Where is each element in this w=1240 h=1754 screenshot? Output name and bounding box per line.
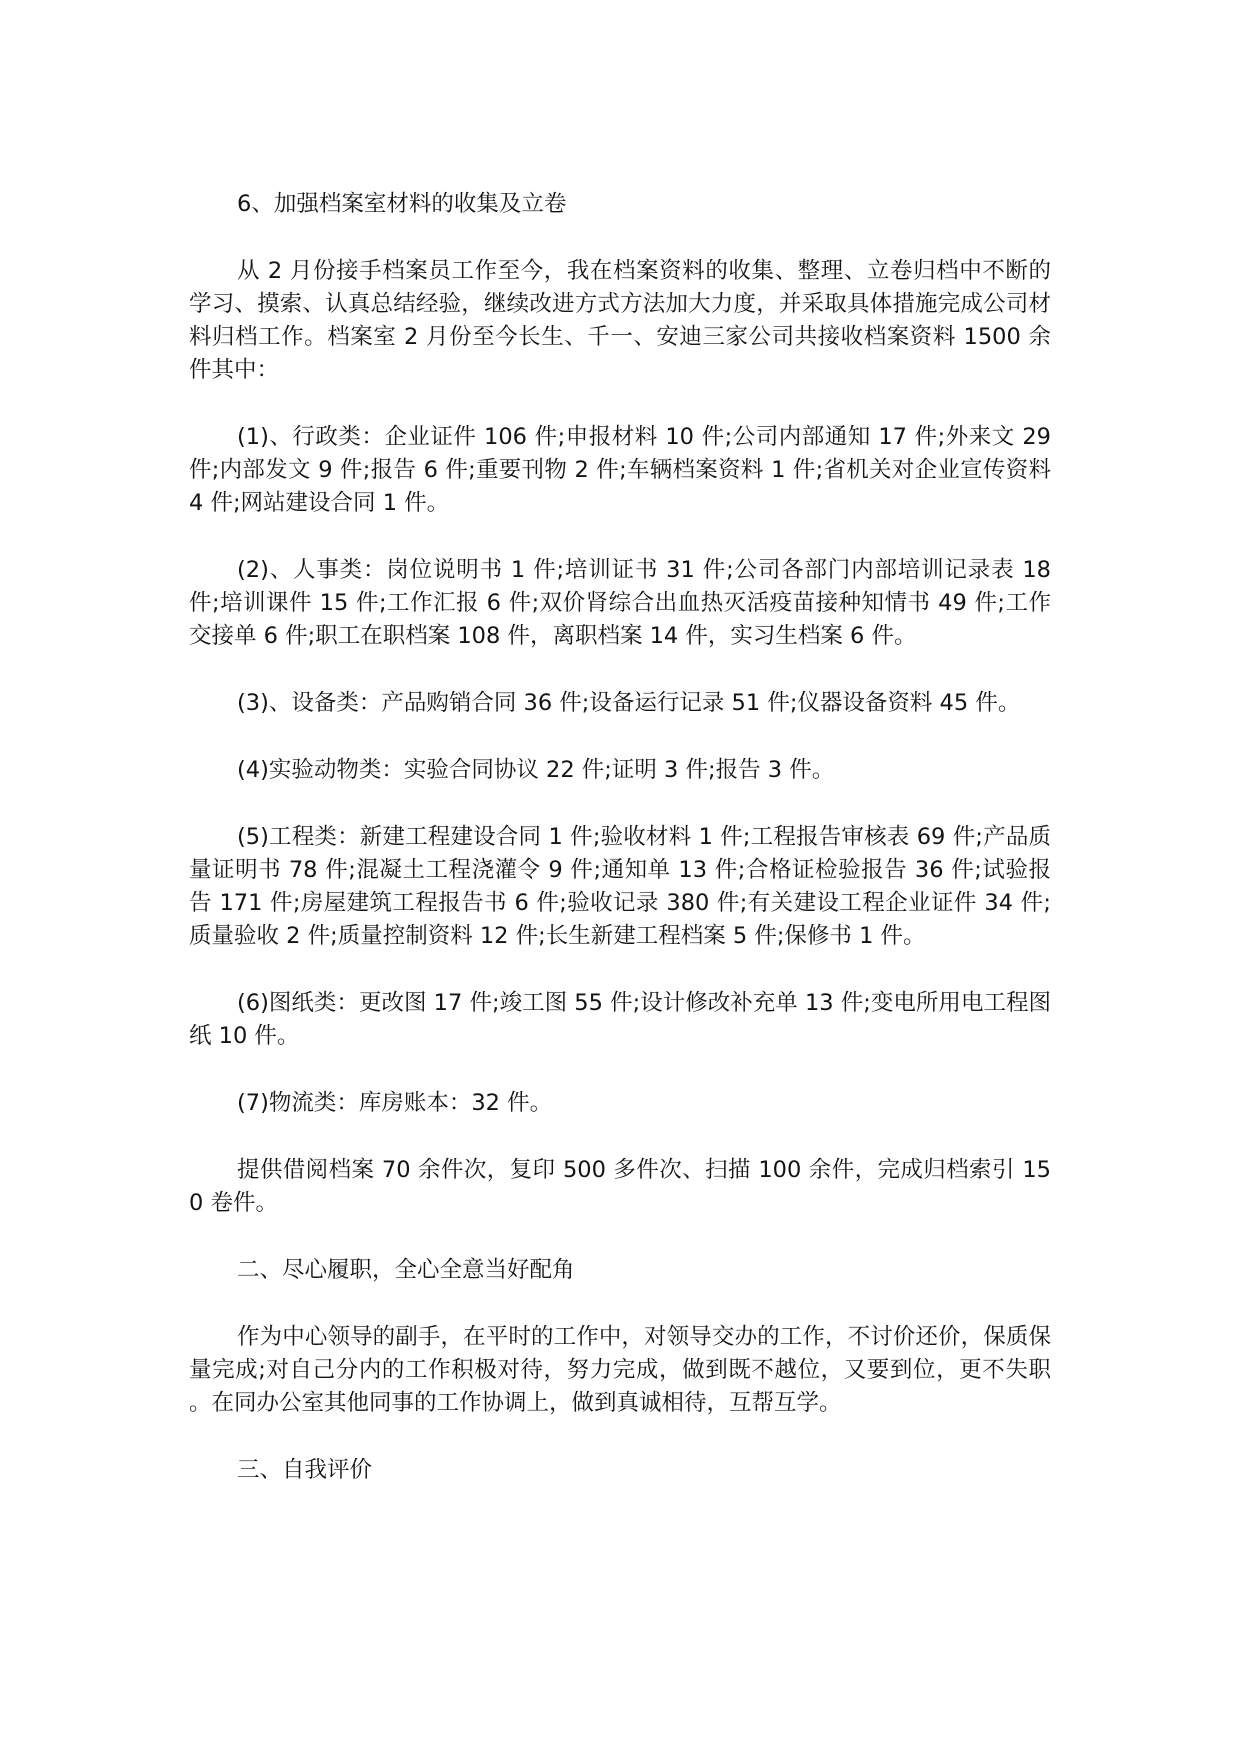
paragraph-personnel: (2)、人事类：岗位说明书 1 件;培训证书 31 件;公司各部门内部培训记录表 18 件;培训课件 15 件;工作汇报 6 件;双价肾综合出血热灭活疫苗接种知情书 49 件;工作交接单 6 件;职工在职档案 108 件，离职档案 14 件，实习生档案 6 件。 xyxy=(189,557,1051,649)
document-body xyxy=(189,188,1051,1521)
paragraph-borrowing: 提供借阅档案 70 余件次，复印 500 多件次、扫描 100 余件，完成归档索引 150 卷件。 xyxy=(189,1157,1051,1216)
paragraph-equipment: (3)、设备类：产品购销合同 36 件;设备运行记录 51 件;仪器设备资料 45 件。 xyxy=(237,690,1021,716)
paragraph-duties: 作为中心领导的副手，在平时的工作中，对领导交办的工作，不讨价还价，保质保量完成;对自己分内的工作积极对待，努力完成，做到既不越位，又要到位，更不失职。在同办公室其他同事的工作协调上，做到真诚相待，互帮互学。 xyxy=(189,1324,1051,1416)
paragraph-logistics: (7)物流类：库房账本：32 件。 xyxy=(237,1090,553,1116)
paragraph-administrative: (1)、行政类：企业证件 106 件;申报材料 10 件;公司内部通知 17 件;外来文 29 件;内部发文 9 件;报告 6 件;重要刊物 2 件;车辆档案资料 1 件;省机关对企业宣传资料 4 件;网站建设合同 1 件。 xyxy=(189,424,1051,516)
section-heading-duties: 二、尽心履职，全心全意当好配角 xyxy=(237,1257,575,1283)
paragraph-archive-intro: 从 2 月份接手档案员工作至今，我在档案资料的收集、整理、立卷归档中不断的学习、摸索、认真总结经验，继续改进方式方法加大力度，并采取具体措施完成公司材料归档工作。档案室 2 月份至今长生、千一、安迪三家公司共接收档案资料 1500 余件其中： xyxy=(189,258,1051,383)
section-heading-self-evaluation: 三、自我评价 xyxy=(237,1457,373,1483)
paragraph-drawings: (6)图纸类：更改图 17 件;竣工图 55 件;设计修改补充单 13 件;变电所用电工程图纸 10 件。 xyxy=(189,990,1051,1049)
section-heading-archive-collection: 6、加强档案室材料的收集及立卷 xyxy=(237,191,567,217)
paragraph-engineering: (5)工程类：新建工程建设合同 1 件;验收材料 1 件;工程报告审核表 69 件;产品质量证明书 78 件;混凝土工程浇灌令 9 件;通知单 13 件;合格证检验报告 36 件;试验报告 171 件;房屋建筑工程报告书 6 件;验收记录 380 件;有关建设工程企业证件 34 件;质量验收 2 件;质量控制资料 12 件;长生新建工程档案 5 件;保修书 1 件。 xyxy=(189,824,1051,949)
paragraph-lab-animals: (4)实验动物类：实验合同协议 22 件;证明 3 件;报告 3 件。 xyxy=(237,757,835,783)
